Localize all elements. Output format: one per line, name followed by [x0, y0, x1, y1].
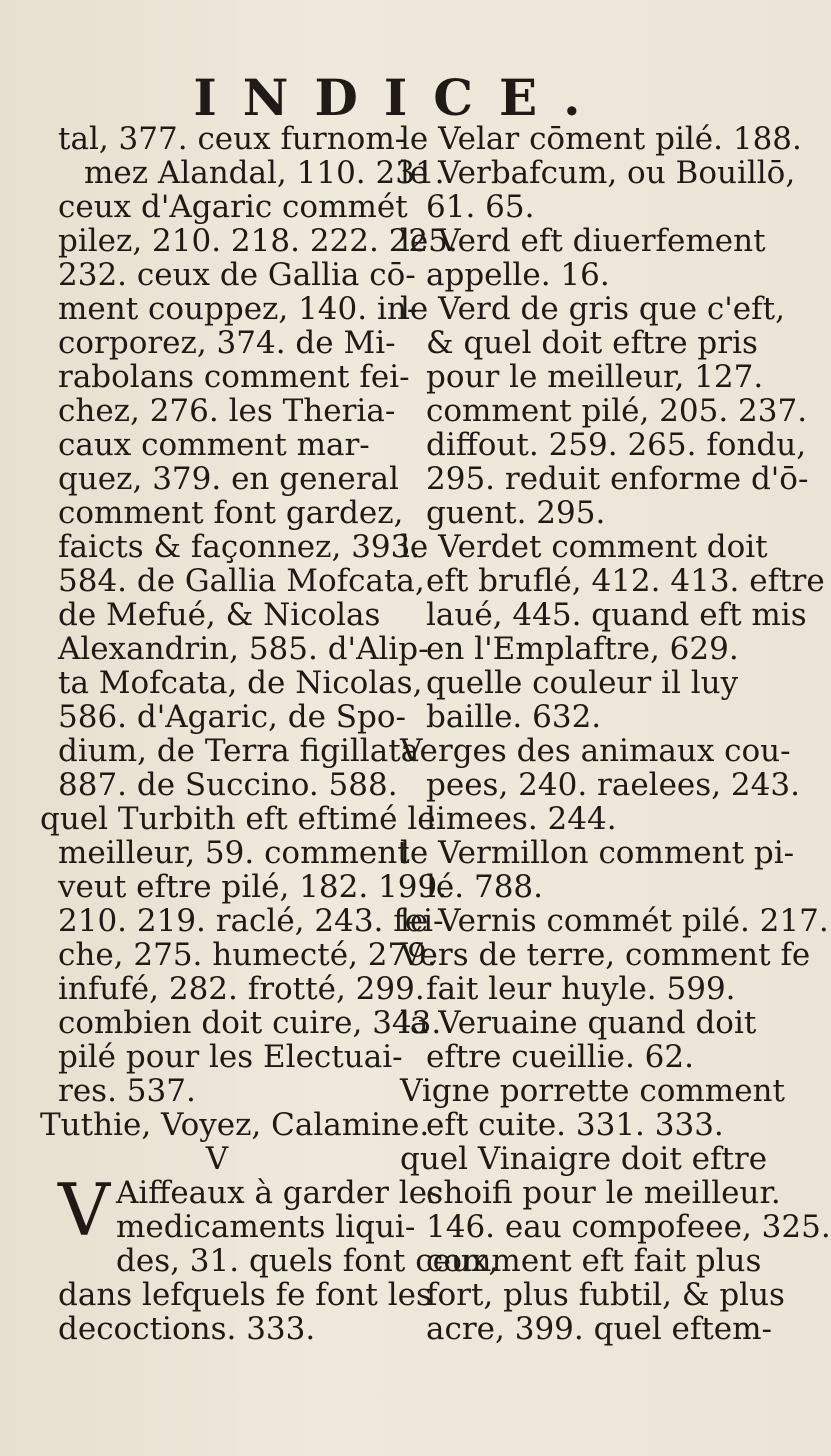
index-line: chez, 276. les Theria- — [58, 393, 396, 429]
index-line: medicaments liqui- — [116, 1209, 416, 1245]
index-line: pour le meilleur, 127. — [426, 359, 764, 395]
index-line: rabolans comment fei- — [58, 359, 410, 395]
index-line: infufé, 282. frotté, 299. — [58, 971, 425, 1007]
index-entry-start: Tuthie, Voyez, Calamine. — [40, 1107, 430, 1143]
index-line: 232. ceux de Gallia cō- — [58, 257, 416, 293]
index-line: pilez, 210. 218. 222. 225. — [58, 223, 458, 259]
index-line: en l'Emplaftre, 629. — [426, 631, 739, 667]
index-line: mez Alandal, 110. 231. — [84, 155, 445, 191]
index-line: & quel doit eftre pris — [426, 325, 758, 361]
index-line: acre, 399. quel eftem- — [426, 1311, 773, 1347]
index-line: fort, plus fubtil, & plus — [426, 1277, 785, 1313]
index-line: combien doit cuire, 343. — [58, 1005, 442, 1041]
index-entry-start: quel Vinaigre doit eftre — [400, 1141, 768, 1177]
index-line: Aiffeaux à garder les — [116, 1175, 443, 1211]
index-line: quelle couleur il luy — [426, 665, 739, 701]
index-line: 146. eau compofeee, 325. — [426, 1209, 831, 1245]
index-entry-start: le Vermillon comment pi- — [400, 835, 795, 871]
index-line: limees. 244. — [426, 801, 617, 837]
index-line: de Mefué, & Nicolas — [58, 597, 381, 633]
index-line: choifi pour le meilleur. — [426, 1175, 781, 1211]
index-line: res. 537. — [58, 1073, 196, 1109]
index-line: caux comment mar- — [58, 427, 370, 463]
index-entry-start: la Veruaine quand doit — [400, 1005, 757, 1041]
index-line: 586. d'Agaric, de Spo- — [58, 699, 407, 735]
index-line: ment couppez, 140. in- — [58, 291, 418, 327]
right-column — [400, 121, 831, 1347]
index-line: tal, 377. ceux furnom- — [58, 121, 406, 157]
index-line: corporez, 374. de Mi- — [58, 325, 396, 361]
index-line: dans lefquels fe font les — [58, 1277, 432, 1313]
page-header: INDICE. — [193, 68, 607, 127]
index-line: comment pilé, 205. 237. — [426, 393, 808, 429]
index-entry-start: Vigne porrette comment — [400, 1073, 785, 1109]
index-line: eft cuite. 331. 333. — [426, 1107, 724, 1143]
index-entry-start: le Velar cōment pilé. 188. — [400, 121, 802, 157]
index-line: 295. reduit enforme d'ō- — [426, 461, 809, 497]
index-line: meilleur, 59. comment — [58, 835, 410, 871]
index-line: baille. 632. — [426, 699, 602, 735]
index-line: 584. de Gallia Mofcata, — [58, 563, 425, 599]
index-line: eft bruflé, 412. 413. eftre — [426, 563, 825, 599]
index-line: diffout. 259. 265. fondu, — [426, 427, 807, 463]
index-line: laué, 445. quand eft mis — [426, 597, 807, 633]
index-line: eftre cueillie. 62. — [426, 1039, 694, 1075]
drop-cap: V — [58, 1168, 110, 1252]
index-line: faicts & façonnez, 393. — [58, 529, 421, 565]
index-line: fait leur huyle. 599. — [426, 971, 736, 1007]
index-entry-start: le Vernis commét pilé. 217. — [400, 903, 829, 939]
index-line: Alexandrin, 585. d'Alip- — [58, 631, 429, 667]
v-section-entry — [58, 1168, 443, 1252]
index-line: decoctions. 333. — [58, 1311, 316, 1347]
index-line: 887. de Succino. 588. — [58, 767, 398, 803]
index-entry-start: le Verdet comment doit — [400, 529, 768, 565]
index-entry-start: quel Turbith eft eftimé le — [40, 801, 436, 837]
index-line: ceux d'Agaric commét — [58, 189, 408, 225]
index-line: guent. 295. — [426, 495, 606, 531]
index-entry-start: le Verd de gris que c'eft, — [400, 291, 785, 327]
index-line: des, 31. quels font ceux, — [116, 1243, 499, 1279]
index-line: appelle. 16. — [426, 257, 610, 293]
index-line: veut eftre pilé, 182. 199. — [58, 869, 448, 905]
index-entry-start: le Verd eft diuerfement — [400, 223, 766, 259]
index-line: 61. 65. — [426, 189, 535, 225]
index-entry-start: le Verbafcum, ou Bouillō, — [400, 155, 796, 191]
index-line: quez, 379. en general — [58, 461, 399, 497]
index-entry-start: Verges des animaux cou- — [400, 733, 791, 769]
index-line: 210. 219. raclé, 243. fei- — [58, 903, 444, 939]
index-line: pees, 240. raelees, 243. — [426, 767, 800, 803]
index-line: comment font gardez, — [58, 495, 404, 531]
index-line: lé. 788. — [426, 869, 543, 905]
section-letter: V — [205, 1141, 229, 1177]
index-line: che, 275. humecté, 279. — [58, 937, 437, 973]
index-line: pilé pour les Electuai- — [58, 1039, 403, 1075]
index-line: ta Mofcata, de Nicolas, — [58, 665, 423, 701]
index-line: dium, de Terra figillata — [58, 733, 420, 769]
index-entry-start: Vers de terre, comment fe — [400, 937, 811, 973]
index-line: comment eft fait plus — [426, 1243, 762, 1279]
